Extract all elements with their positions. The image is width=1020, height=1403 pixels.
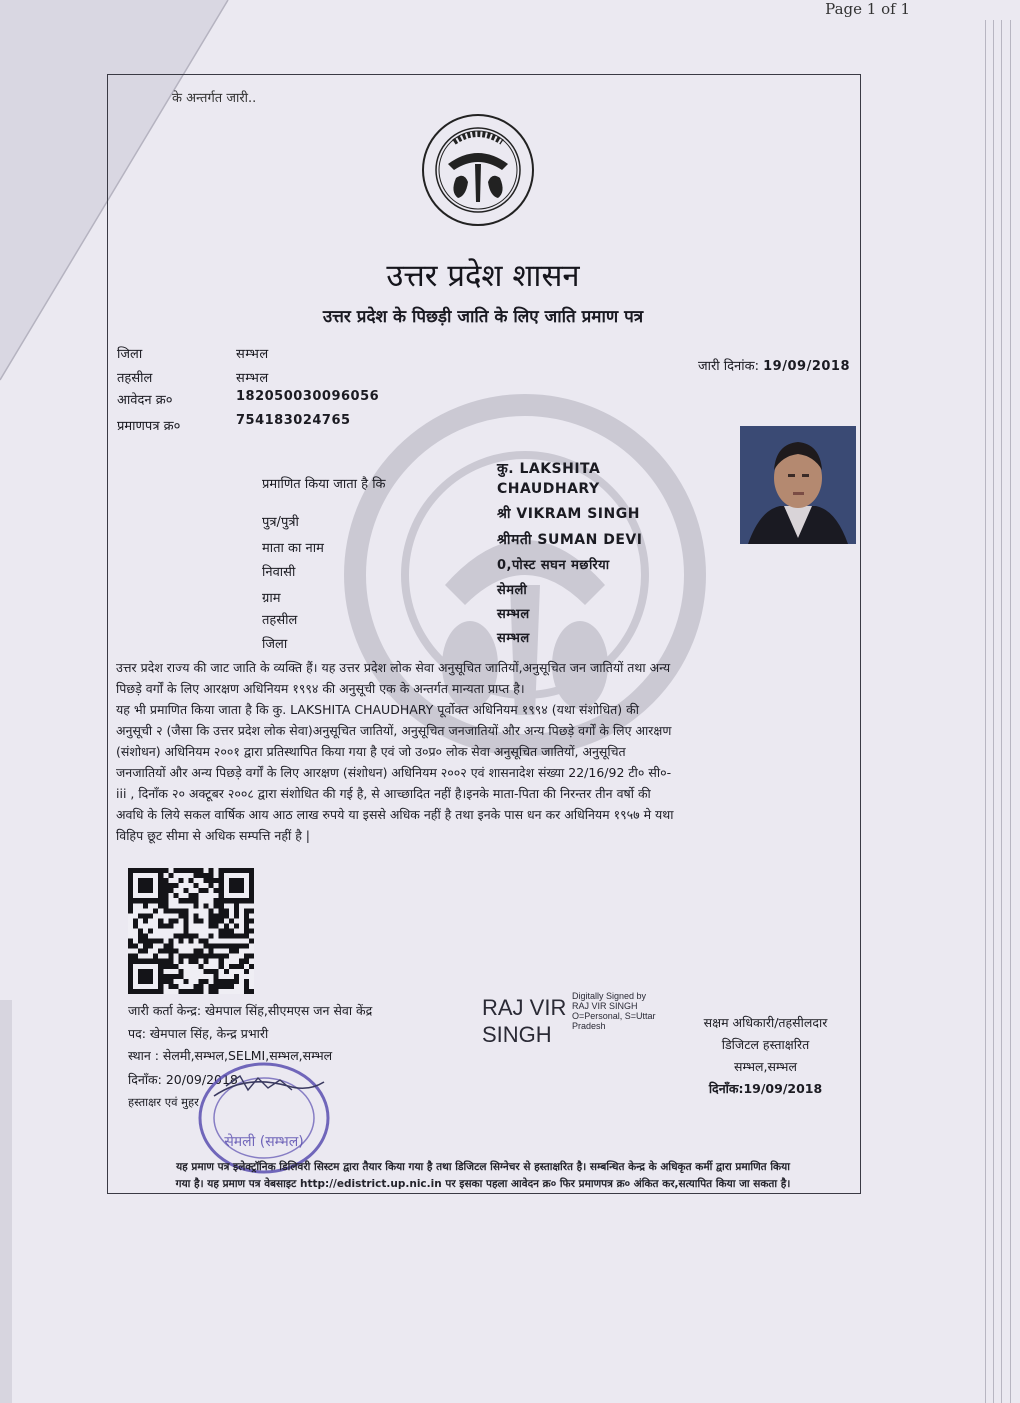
caste-statement-paragraph xyxy=(116,657,858,699)
issuer-post: पद: खेमपाल सिंह, केन्द्र प्रभारी xyxy=(128,1026,269,1041)
meta-value-tehsil: सम्भल xyxy=(236,371,269,386)
top-note: के अन्तर्गत जारी.. xyxy=(172,91,257,106)
issue-date-label: जारी दिनांक: xyxy=(697,359,759,374)
authority-title: सक्षम अधिकारी/तहसीलदार xyxy=(703,1015,828,1030)
meta-label-certificate-no: प्रमाणपत्र क्र० xyxy=(117,419,181,434)
stamp-text: सेमली (सम्भल) xyxy=(224,1134,304,1150)
issuer-date: दिनाँक: 20/09/2018 xyxy=(128,1072,238,1087)
field-value-father: श्री VIKRAM SINGH xyxy=(497,506,640,522)
paragraph-line: अवधि के लिये सकल वार्षिक आय आठ लाख रुपये या इससे अधिक नहीं है तथा इनके पास धन कर अधिनियम १९५७ मे यथा xyxy=(116,807,674,822)
footer-note xyxy=(118,1159,848,1193)
digital-signature-details xyxy=(572,991,656,1031)
digital-signer-name xyxy=(482,994,566,1048)
paragraph-line: विहिप छूट सीमा से अधिक सम्पत्ति नहीं है | xyxy=(116,828,311,843)
meta-value-certificate-no: 754183024765 xyxy=(236,413,351,428)
authority-digital-signed: डिजिटल हस्ताक्षरित xyxy=(721,1037,810,1052)
official-stamp-icon xyxy=(196,1056,336,1174)
issuer-center: जारी कर्ता केन्द्र: खेमपाल सिंह,सीएमएस जन सेवा केंद्र xyxy=(128,1003,373,1018)
signature-detail-line: Pradesh xyxy=(572,1021,606,1031)
meta-value-district: सम्भल xyxy=(236,347,269,362)
field-value-resident: 0,पोस्ट सघन मछरिया xyxy=(497,558,610,573)
signature-detail-line: O=Personal, S=Uttar xyxy=(572,1011,656,1021)
field-value-district: सम्भल xyxy=(497,631,530,646)
signature-detail-line: Digitally Signed by xyxy=(572,991,647,1001)
field-value-name: कु. LAKSHITA xyxy=(497,461,601,477)
field-value-village: सेमली xyxy=(497,583,528,598)
issue-date-value: 19/09/2018 xyxy=(763,359,850,374)
meta-label-application-no: आवेदन क्र० xyxy=(117,393,173,408)
paragraph-line: पिछड़े वर्गों के लिए आरक्षण अधिनियम १९९४ की अनुसूची एक के अन्तर्गत मान्यता प्राप्त है। xyxy=(116,681,525,696)
authority-date: दिनाँक:19/09/2018 xyxy=(708,1081,823,1096)
issuer-signature-seal: हस्ताक्षर एवं मुहर xyxy=(128,1095,199,1109)
field-label-resident: निवासी xyxy=(262,565,296,580)
signature-detail-line: RAJ VIR SINGH xyxy=(572,1001,638,1011)
paragraph-line: iii , दिनाँक २० अक्टूबर २००८ द्वारा संशोधित की गई है, से आच्छादित नहीं है।इनके माता-पिता की निरन्तर तीन वर्षो की xyxy=(116,786,651,801)
signer-name-line: SINGH xyxy=(482,1022,552,1047)
field-label-certified: प्रमाणित किया जाता है कि xyxy=(262,477,386,492)
paragraph-line: अनुसूची २ (जैसा कि उत्तर प्रदेश लोक सेवा)अनुसूचित जातियों, अनुसूचित जनजातियों और अन्य पिछड़े वर्गों के लिए आरक्षण xyxy=(116,723,672,738)
field-label-village: ग्राम xyxy=(262,591,281,606)
field-label-district: जिला xyxy=(262,637,288,652)
eligibility-paragraph xyxy=(116,699,858,846)
field-label-son-daughter-of: पुत्र/पुत्री xyxy=(262,515,299,530)
applicant-photo xyxy=(740,426,856,544)
authority-location: सम्भल,सम्भल xyxy=(734,1059,797,1074)
field-value-tehsil: सम्भल xyxy=(497,607,530,622)
paragraph-line: यह भी प्रमाणित किया जाता है कि कु. LAKSHITA CHAUDHARY पूर्वोक्त अधिनियम १९९४ (यथा संशोधित) की xyxy=(116,702,639,717)
meta-label-district: जिला xyxy=(117,347,143,362)
qr-code-icon[interactable] xyxy=(128,868,254,994)
meta-label-tehsil: तहसील xyxy=(117,371,153,386)
signer-name-line: RAJ VIR xyxy=(482,995,567,1020)
paragraph-line: (संशोधन) अधिनियम २००१ द्वारा प्रतिस्थापित किया गया है एवं जो उ०प्र० लोक सेवा अनुसूचित जातियों, अनुसूचित xyxy=(116,744,626,759)
paragraph-line: जनजातियों और अन्य पिछड़े वर्गों के लिए आरक्षण (संशोधन) अधिनियम २००२ एवं शासनादेश संख्या 22/16/92 टी० सी०- xyxy=(116,765,672,780)
paragraph-line: उत्तर प्रदेश राज्य की जाट जाति के व्यक्ति हैं। यह उत्तर प्रदेश लोक सेवा अनुसूचित जातियों,अनुसूचित जन जातियों तथा अन्य xyxy=(116,660,671,675)
issuer-place: स्थान : सेलमी,सम्भल,SELMI,सम्भल,सम्भल xyxy=(128,1048,333,1063)
page-number: Page 1 of 1 xyxy=(825,0,910,18)
field-label-mother: माता का नाम xyxy=(262,541,324,556)
applicant-photo-image xyxy=(740,426,856,544)
footer-line: गया है। यह प्रमाण पत्र वेबसाइट http://edistrict.up.nic.in पर इसका पहला आवेदन क्र० फिर प्रमाणपत्र क्र० अंकित कर,सत्यापित किया जा सकता है। xyxy=(175,1178,791,1190)
issue-date xyxy=(698,356,850,374)
field-value-name-cont: CHAUDHARY xyxy=(497,481,600,497)
certificate-subtitle: उत्तर प्रदेश के पिछड़ी जाति के लिए जाति प्रमाण पत्र xyxy=(322,307,644,327)
certificate-title: उत्तर प्रदेश शासन xyxy=(386,258,580,294)
up-government-emblem-icon xyxy=(420,112,536,228)
meta-value-application-no: 182050030096056 xyxy=(236,389,380,404)
field-label-tehsil: तहसील xyxy=(262,613,298,628)
field-value-mother: श्रीमती SUMAN DEVI xyxy=(497,532,643,548)
footer-line: यह प्रमाण पत्र इलेक्ट्रॉनिक डिलिवरी सिस्टम द्वारा तैयार किया गया है तथा डिजिटल सिग्नेचर से हस्ताक्षरित है। सम्बन्धित केन्द्र के अधिकृत कर्मी द्वारा प्रमाणित किया xyxy=(176,1161,790,1173)
